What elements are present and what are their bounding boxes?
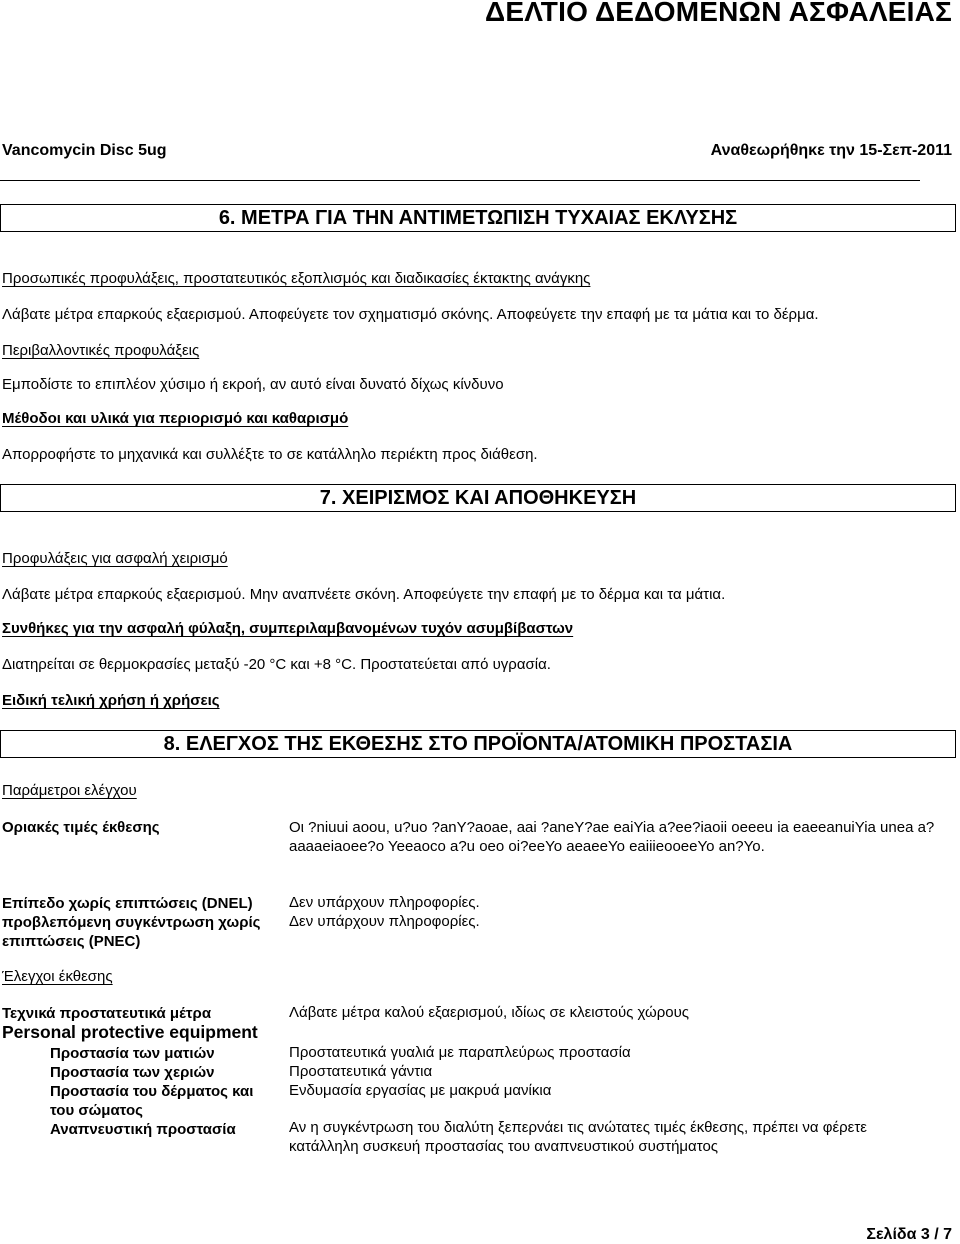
- document-title: ΔΕΛΤΙΟ ΔΕΔΟΜΕΝΩΝ ΑΣΦΑΛΕΙΑΣ: [485, 0, 952, 27]
- pnec-label: προβλεπόμενη συγκέντρωση χωρίς επιπτώσεις (PNEC): [2, 914, 261, 950]
- containment-text: Απορροφήστε το μηχανικά και συλλέξτε το σε κατάλληλο περιέκτη προς διάθεση.: [2, 446, 538, 463]
- exposure-limits-value: Οι ?niuui aoou, u?uo ?anY?aoae, aai ?aneY?ae eaiYia a?ee?iaoii oeeeu ia eaeeanuiYia unea a?aaaaeiaoee?o Yeeaoco a?u oeo oi?eeYo aeaeeYo eaiiieooeeYo an?Yo.: [289, 819, 935, 855]
- header-divider: [0, 180, 920, 181]
- personal-precautions-text: Λάβατε μέτρα επαρκούς εξαερισμού. Αποφεύγετε τον σχηματισμό σκόνης. Αποφεύγετε την επαφή με τα μάτια και το δέρμα.: [2, 306, 819, 323]
- exposure-controls-heading: Έλεγχοι έκθεσης: [2, 968, 113, 985]
- dnel-label: Επίπεδο χωρίς επιπτώσεις (DNEL): [2, 895, 253, 912]
- control-parameters-heading: Παράμετροι ελέγχου: [2, 782, 137, 799]
- page-number: Σελίδα 3 / 7: [866, 1226, 952, 1243]
- safe-storage-heading: Συνθήκες για την ασφαλή φύλαξη, συμπεριλαμβανομένων τυχόν ασυμβίβαστων: [2, 620, 574, 637]
- environmental-precautions-text: Εμποδίστε το επιπλέον χύσιμο ή εκροή, αν αυτό είναι δυνατό δίχως κίνδυνο: [2, 376, 504, 393]
- skin-protection-value: Ενδυμασία εργασίας με μακρυά μανίκια: [289, 1082, 552, 1099]
- end-use-heading: Ειδική τελική χρήση ή χρήσεις: [2, 692, 220, 709]
- technical-measures-label: Τεχνικά προστατευτικά μέτρα: [2, 1005, 212, 1022]
- hand-protection-label: Προστασία των χεριών: [50, 1064, 215, 1081]
- hand-protection-value: Προστατευτικά γάντια: [289, 1063, 433, 1080]
- safe-storage-text: Διατηρείται σε θερμοκρασίες μεταξύ -20 °C και +8 °C. Προστατεύεται από υγρασία.: [2, 656, 551, 673]
- revision-date: Αναθεωρήθηκε την 15-Σεπ-2011: [710, 142, 952, 159]
- environmental-precautions-heading: Περιβαλλοντικές προφυλάξεις: [2, 342, 200, 359]
- section-7-title: 7. ΧΕΙΡΙΣΜΟΣ ΚΑΙ ΑΠΟΘΗΚΕΥΣΗ: [0, 484, 956, 512]
- technical-measures-value: Λάβατε μέτρα καλού εξαερισμού, ιδίως σε κλειστούς χώρους: [289, 1004, 690, 1021]
- product-name: Vancomycin Disc 5ug: [2, 142, 167, 159]
- section-6-title: 6. ΜΕΤΡΑ ΓΙΑ ΤΗΝ ΑΝΤΙΜΕΤΩΠΙΣΗ ΤΥΧΑΙΑΣ ΕΚΛΥΣΗΣ: [0, 204, 956, 232]
- eye-protection-label: Προστασία των ματιών: [50, 1045, 215, 1062]
- pnec-value: Δεν υπάρχουν πληροφορίες.: [289, 913, 480, 930]
- respiratory-protection-label: Αναπνευστική προστασία: [50, 1121, 236, 1138]
- skin-protection-label: Προστασία του δέρματος και του σώματος: [50, 1083, 254, 1119]
- section-8-title: 8. ΕΛΕΓΧΟΣ ΤΗΣ ΕΚΘΕΣΗΣ ΣΤΟ ΠΡΟΪΟΝΤΑ/ΑΤΟΜΙΚΗ ΠΡΟΣΤΑΣΙΑ: [0, 730, 956, 758]
- safe-handling-text: Λάβατε μέτρα επαρκούς εξαερισμού. Μην αναπνέετε σκόνη. Αποφεύγετε την επαφή με το δέρμα και τα μάτια.: [2, 586, 726, 603]
- exposure-limits-label: Οριακές τιμές έκθεσης: [2, 819, 160, 836]
- dnel-value: Δεν υπάρχουν πληροφορίες.: [289, 894, 480, 911]
- containment-heading: Μέθοδοι και υλικά για περιορισμό και καθαρισμό: [2, 410, 349, 427]
- personal-precautions-heading: Προσωπικές προφυλάξεις, προστατευτικός εξοπλισμός και διαδικασίες έκτακτης ανάγκης: [2, 270, 591, 287]
- ppe-label: Personal protective equipment: [2, 1022, 258, 1042]
- eye-protection-value: Προστατευτικά γυαλιά με παραπλεύρως προστασία: [289, 1044, 631, 1061]
- safe-handling-heading: Προφυλάξεις για ασφαλή χειρισμό: [2, 550, 228, 567]
- respiratory-protection-value: Αν η συγκέντρωση του διαλύτη ξεπερνάει τις ανώτατες τιμές έκθεσης, πρέπει να φέρετε κατάλληλη συσκευή προστασίας του αναπνευστικού συστήματος: [289, 1119, 867, 1155]
